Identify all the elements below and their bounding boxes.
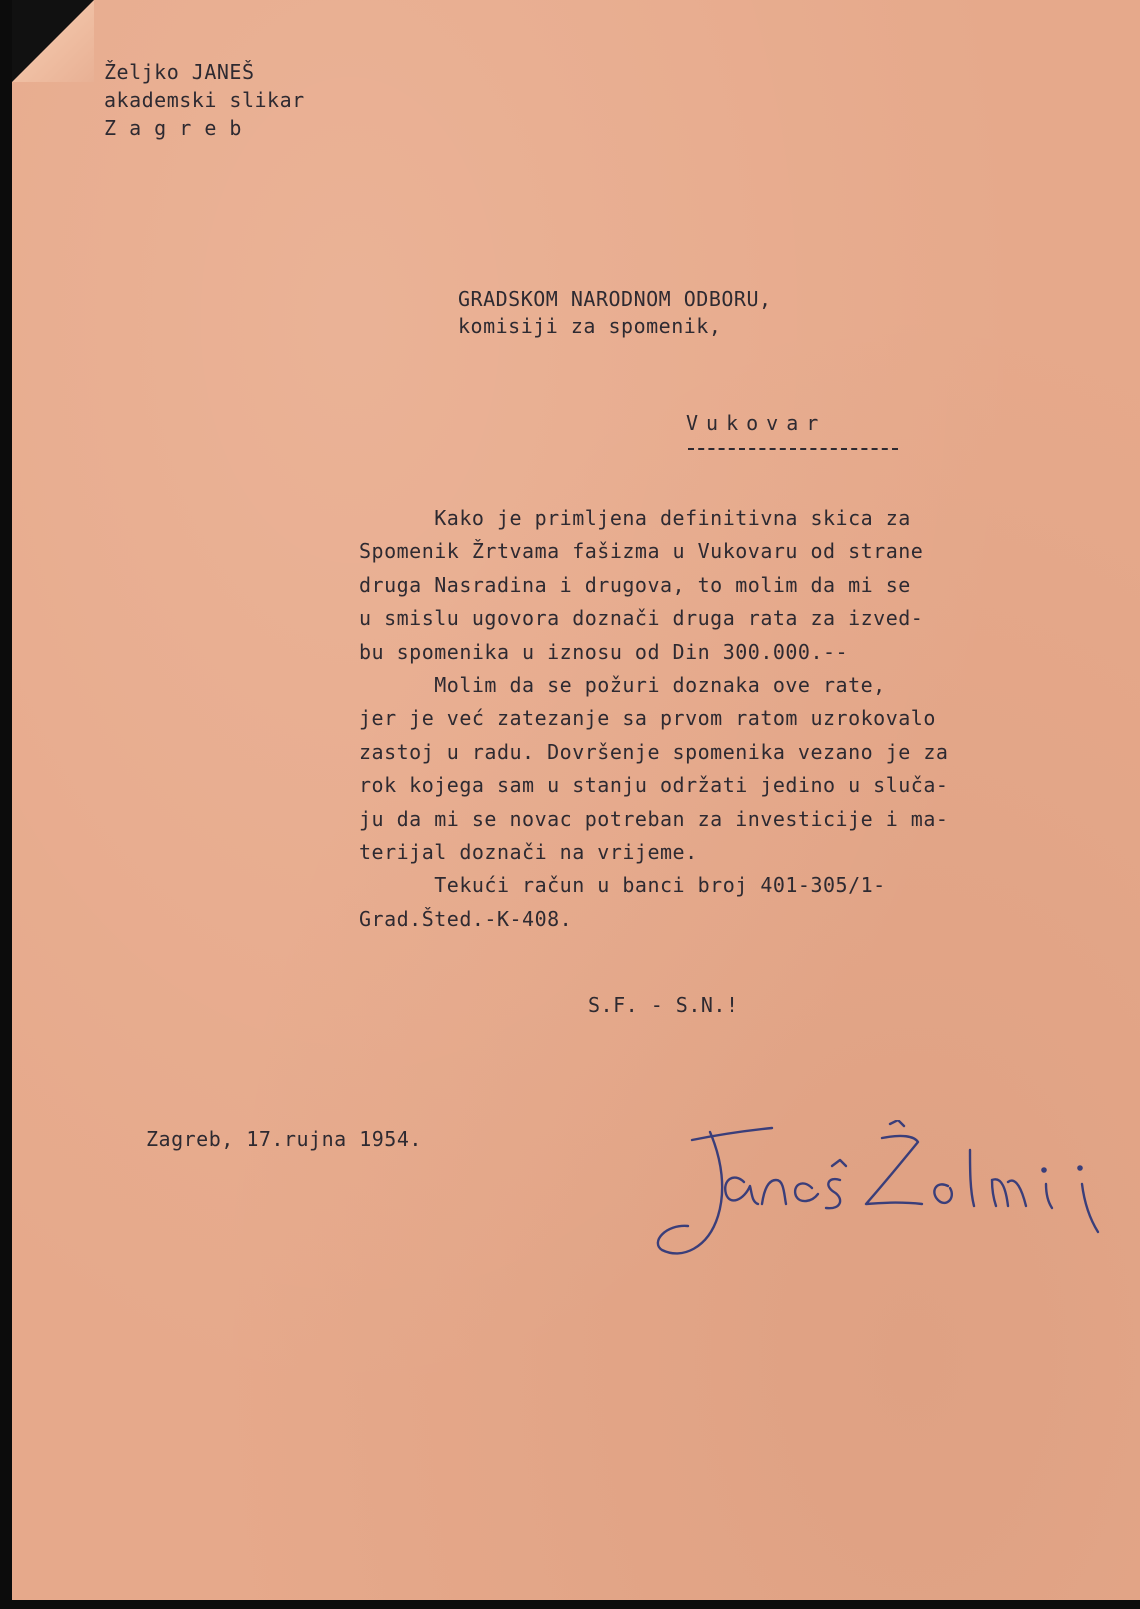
body-line: rok kojega sam u stanju održati jedino u sluča-: [359, 773, 949, 798]
recipient-city-underline: [688, 448, 898, 450]
body-line: Kako je primljena definitivna skica za: [359, 506, 911, 530]
corner-shadow: [12, 0, 94, 82]
body-line: Molim da se požuri doznaka ove rate,: [359, 673, 886, 698]
recipient-line-1: GRADSKOM NARODNOM ODBORU,: [458, 287, 772, 311]
sender-city: Z a g r e b: [104, 116, 242, 140]
sender-name: Željko JANEŠ: [104, 60, 255, 84]
body-line: Tekući račun u banci broj 401-305/1-: [359, 873, 886, 898]
body-line: zastoj u radu. Dovršenje spomenika vezano je za: [359, 739, 949, 764]
letter-page: [12, 0, 1140, 1600]
date-line: Zagreb, 17.rujna 1954.: [146, 1127, 422, 1151]
recipient-line-2: komisiji za spomenik,: [458, 314, 722, 338]
sender-block: [104, 58, 305, 142]
sender-title: akademski slikar: [104, 88, 305, 112]
handwritten-signature: [652, 1120, 1112, 1280]
body-line: Spomenik Žrtvama fašizma u Vukovaru od strane: [359, 539, 924, 564]
closing-salutation: S.F. - S.N.!: [588, 993, 739, 1017]
recipient-block: [458, 286, 772, 340]
body-line: bu spomenika u iznosu od Din 300.000.--: [359, 639, 849, 664]
letter-body: [359, 502, 948, 936]
body-line: terijal doznači na vrijeme.: [359, 840, 698, 865]
body-line: u smislu ugovora doznači druga rata za izved-: [359, 606, 924, 631]
body-line: jer je već zatezanje sa prvom ratom uzrokovalo: [359, 706, 936, 731]
body-line: druga Nasradina i drugova, to molim da mi se: [359, 572, 911, 597]
body-line: ju da mi se novac potreban za investicije i ma-: [359, 806, 949, 831]
body-line: Grad.Šted.-K-408.: [359, 906, 573, 931]
recipient-city: Vukovar: [686, 411, 827, 435]
